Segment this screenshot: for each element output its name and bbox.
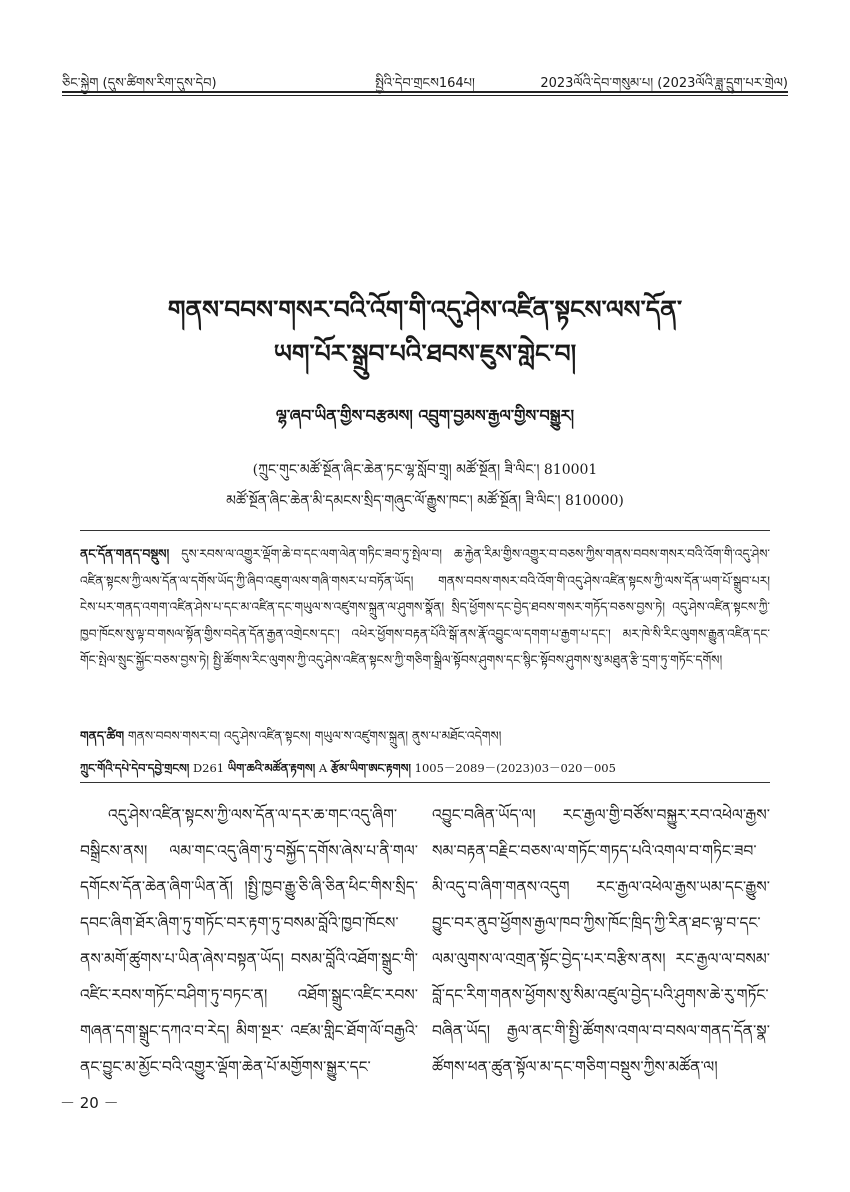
classification-line (80, 755, 770, 788)
article-authors: ལྷ་ཞབ་ཡིན་གྱིས་བརྩམས། འབྲུག་བྱམས་རྒྱལ་གྱིས་བསྒྱུར། (275, 406, 575, 425)
clc-value: D261 (192, 761, 225, 775)
keywords-text: གནས་བབས་གསར་བ། འདུ་ཤེས་འཛིན་སྟངས། གཡུལ་ས་འཛུགས་སྐྲུན། ནུས་པ་མཐོང་འདེགས། (127, 729, 502, 743)
body-left-column: འདུ་ཤེས་འཛིན་སྟངས་ཀྱི་ལས་དོན་ལ་དར་ཆ་གང་འདུ་ཞིག་བསྒྲིངས་ནས། ལམ་གང་འདུ་ཞིག་ཏུ་བསྐྱོད་དགོས་ཞེས་པ་ནི་གལ་དགོངས་དོན་ཆེན་ཞིག་ཡིན་ནོ། །སྤྱི་ཁྱབ་རྒྱུ་ཅི་ཞི་ཅིན་ཕིང་གིས་སྲིད་དབང་ཞིག་ཐོར་ཞིག་ཏུ་གཏོང་བར་རྟག་ཏུ་བསམ་བློའི་ཁྱབ་ཁོངས་ནས་མགོ་ཚུགས་པ་ཡིན་ཞེས་བསྟན་ཡོད། བསམ་བློའི་འཐོག་སྒྲུང་གི་འཛིང་རབས་གཏོང་བཤིག་ཏུ་བཏང་ན། འཐོག་སྒྲུང་འཛིང་རབས་གཞན་དག་སྒྲུང་དཀའ་བ་རེད། མིག་སྔར་ འཛམ་གླིང་ཐོག་ལོ་བརྒྱའི་ནང་བྱུང་མ་མྱོང་བའི་འགྱུར་ལྡོག་ཆེན་པོ་མགྱོགས་སྒྱུར་དང་ (80, 806, 418, 1076)
abstract-label: ནང་དོན་གནད་བསྡུས། (80, 546, 170, 561)
page-number: － 20 － (60, 1094, 119, 1112)
title-line-1: གནས་བབས་གསར་བའི་འོག་གི་འདུ་ཤེས་འཛིན་སྟངས་ལས་དོན་ (167, 295, 683, 324)
issue-date: 2023ལོའི་དེབ་གསུམ་པ། (2023ལོའི་ཟླ་དྲུག་པར་གྲེལ) (540, 76, 788, 91)
body-top-rule (80, 782, 770, 783)
article-id-label: རྩོམ་ཡིག་ཨང་རྟགས། (330, 761, 411, 775)
abstract (80, 541, 770, 674)
doc-code-label: ཡིག་ཆའི་མཚོན་རྟགས། (227, 761, 316, 775)
affiliation-line-1: (ཀྲུང་གུང་མཚོ་སྔོན་ཞིང་ཆེན་ཏང་ལྷ་སློབ་གྲྭ། མཚོ་སྔོན། ཟི་ལིང་། 810001 (252, 462, 598, 478)
body-right-column: འབྱུང་བཞིན་ཡོད་ལ། རང་རྒྱལ་གྱི་བཙོས་བསྐྱུར་རབ་འཕེལ་རྒྱས་སམ་བརྟན་བརྗིང་བཅས་ལ་གཏོང་གཏད་པའི་འགལ་བ་གཏིང་ཟབ་མི་འདུ་བ་ཞིག་གནས་འདུག རང་རྒྱལ་འཕེལ་རྒྱས་ཡམ་དང་རྒྱུས་བྱུང་བར་ནུབ་ཕྱོགས་རྒྱལ་ཁབ་ཀྱིས་ཁོང་ཁྲིད་ཀྱི་རིན་ཐང་ལྟ་བ་དང་ལམ་ལུགས་ལ་འགྲན་སྟོང་བྱེད་པར་བརྩིས་ནས། རང་རྒྱལ་ལ་བསམ་བློ་དང་རིག་གནས་ཕྱོགས་སུ་སིམ་འཛུལ་བྱེད་པའི་ཤུགས་ཆེ་རུ་གཏོང་བཞིན་ཡོད། རྒྱལ་ནང་གི་སྤྱི་ཚོགས་འགལ་བ་བསལ་གནད་དོན་སྣ་ཚོགས་ཕན་ཚུན་སྟོལ་མ་དང་གཅིག་བསྡུས་ཀྱིས་མཚོན་ལ། (432, 806, 770, 1076)
header-rule-thin (62, 95, 788, 96)
title-line-2: ཡག་པོར་སྒྲུབ་པའི་ཐབས་ཇུས་གླེང་བ། (273, 339, 577, 368)
author-affiliation (90, 455, 760, 517)
abstract-text: དུས་རབས་ལ་འགྱུར་ལྡོག་ཆེ་བ་དང་ལག་ལེན་གཏིང་ཟབ་ཏུ་སྤེལ་བ། ཆ་རྐྱེན་རིམ་གྱིས་འགྱུར་བ་བཅས་ཀྱིས་གནས་བབས་གསར་བའི་འོག་གི་འདུ་ཤེས་འཛིན་སྟངས་ཀྱི་ལས་དོན་ལ་དགོས་ཡོད་ཀྱི་ཞིབ་འཇུག་ལས་གཞི་གསར་པ་བཏོན་ཡོད། གནས་བབས་གསར་བའི་འོག་གི་འདུ་ཤེས་འཛིན་སྟངས་ཀྱི་ལས་དོན་ཡག་པོ་སྒྲུབ་པར། ངེས་པར་གནད་འགག་འཛིན་ཤེས་པ་དང་མ་འཛིན་དང་གཡུལ་ས་འཛུགས་སྐྲུན་ལ་ཤུགས་སྣོན། སྲིད་ཕྱོགས་དང་བྱེད་ཐབས་གསར་གཏོད་བཅས་བྱས་ཏེ། འདུ་ཤེས་འཛིན་སྟངས་ཀྱི་ཁྱབ་ཁོངས་སུ་ལྟ་བ་གསལ་སྟོན་གྱིས་བདེན་དོན་རྒྱན་འགྲེངས་དང་། འཕེར་ཕྱོགས་བརྟན་པོའི་སྒོ་ནས་རྣོ་འབྱུང་ལ་དགག་པ་རྒྱག་པ་དང་། མར་ཁེ་སི་རིང་ལུགས་རྒྱུན་འཛིན་དང་གོང་སྤེལ་སྲུང་སྐྱོང་བཅས་བྱས་ཏེ། སྤྱི་ཚོགས་རིང་ལུགས་ཀྱི་འདུ་ཤེས་འཛིན་སྟངས་ཀྱི་གཅིག་སྒྲིལ་སྟོབས་ཤུགས་དང་སྙིང་སྟོབས་ཤུགས་སུ་མཐུན་རྩི་དྲག་ཏུ་གཏོང་དགོས། (80, 547, 770, 667)
journal-name: ཅིང་སྐྱེག (དུས་ཚིགས་རིག་དུས་དེབ) (62, 76, 217, 91)
affiliation-line-2: མཚོ་སྔོན་ཞིང་ཆེན་མི་དམངས་སྲིད་གཞུང་ལོ་རྒྱུས་ཁང་། མཚོ་སྔོན། ཟི་ལིང་། 810000) (226, 493, 624, 509)
clc-label: ཀྲུང་གོའི་དཔེ་དེབ་དབྱེ་གྲངས། (80, 761, 190, 775)
running-header (62, 66, 788, 91)
header-rule-thick (62, 91, 788, 93)
article-id-value: 1005－2089－(2023)03－020－005 (414, 761, 616, 775)
keywords-label: གནད་ཚིག (80, 728, 124, 743)
keywords (80, 722, 770, 757)
issue-number: སྤྱིའི་དེབ་གྲངས164པ། (375, 76, 475, 91)
abstract-top-rule (80, 530, 770, 531)
article-title (70, 288, 780, 376)
doc-code-value: A (318, 761, 328, 775)
